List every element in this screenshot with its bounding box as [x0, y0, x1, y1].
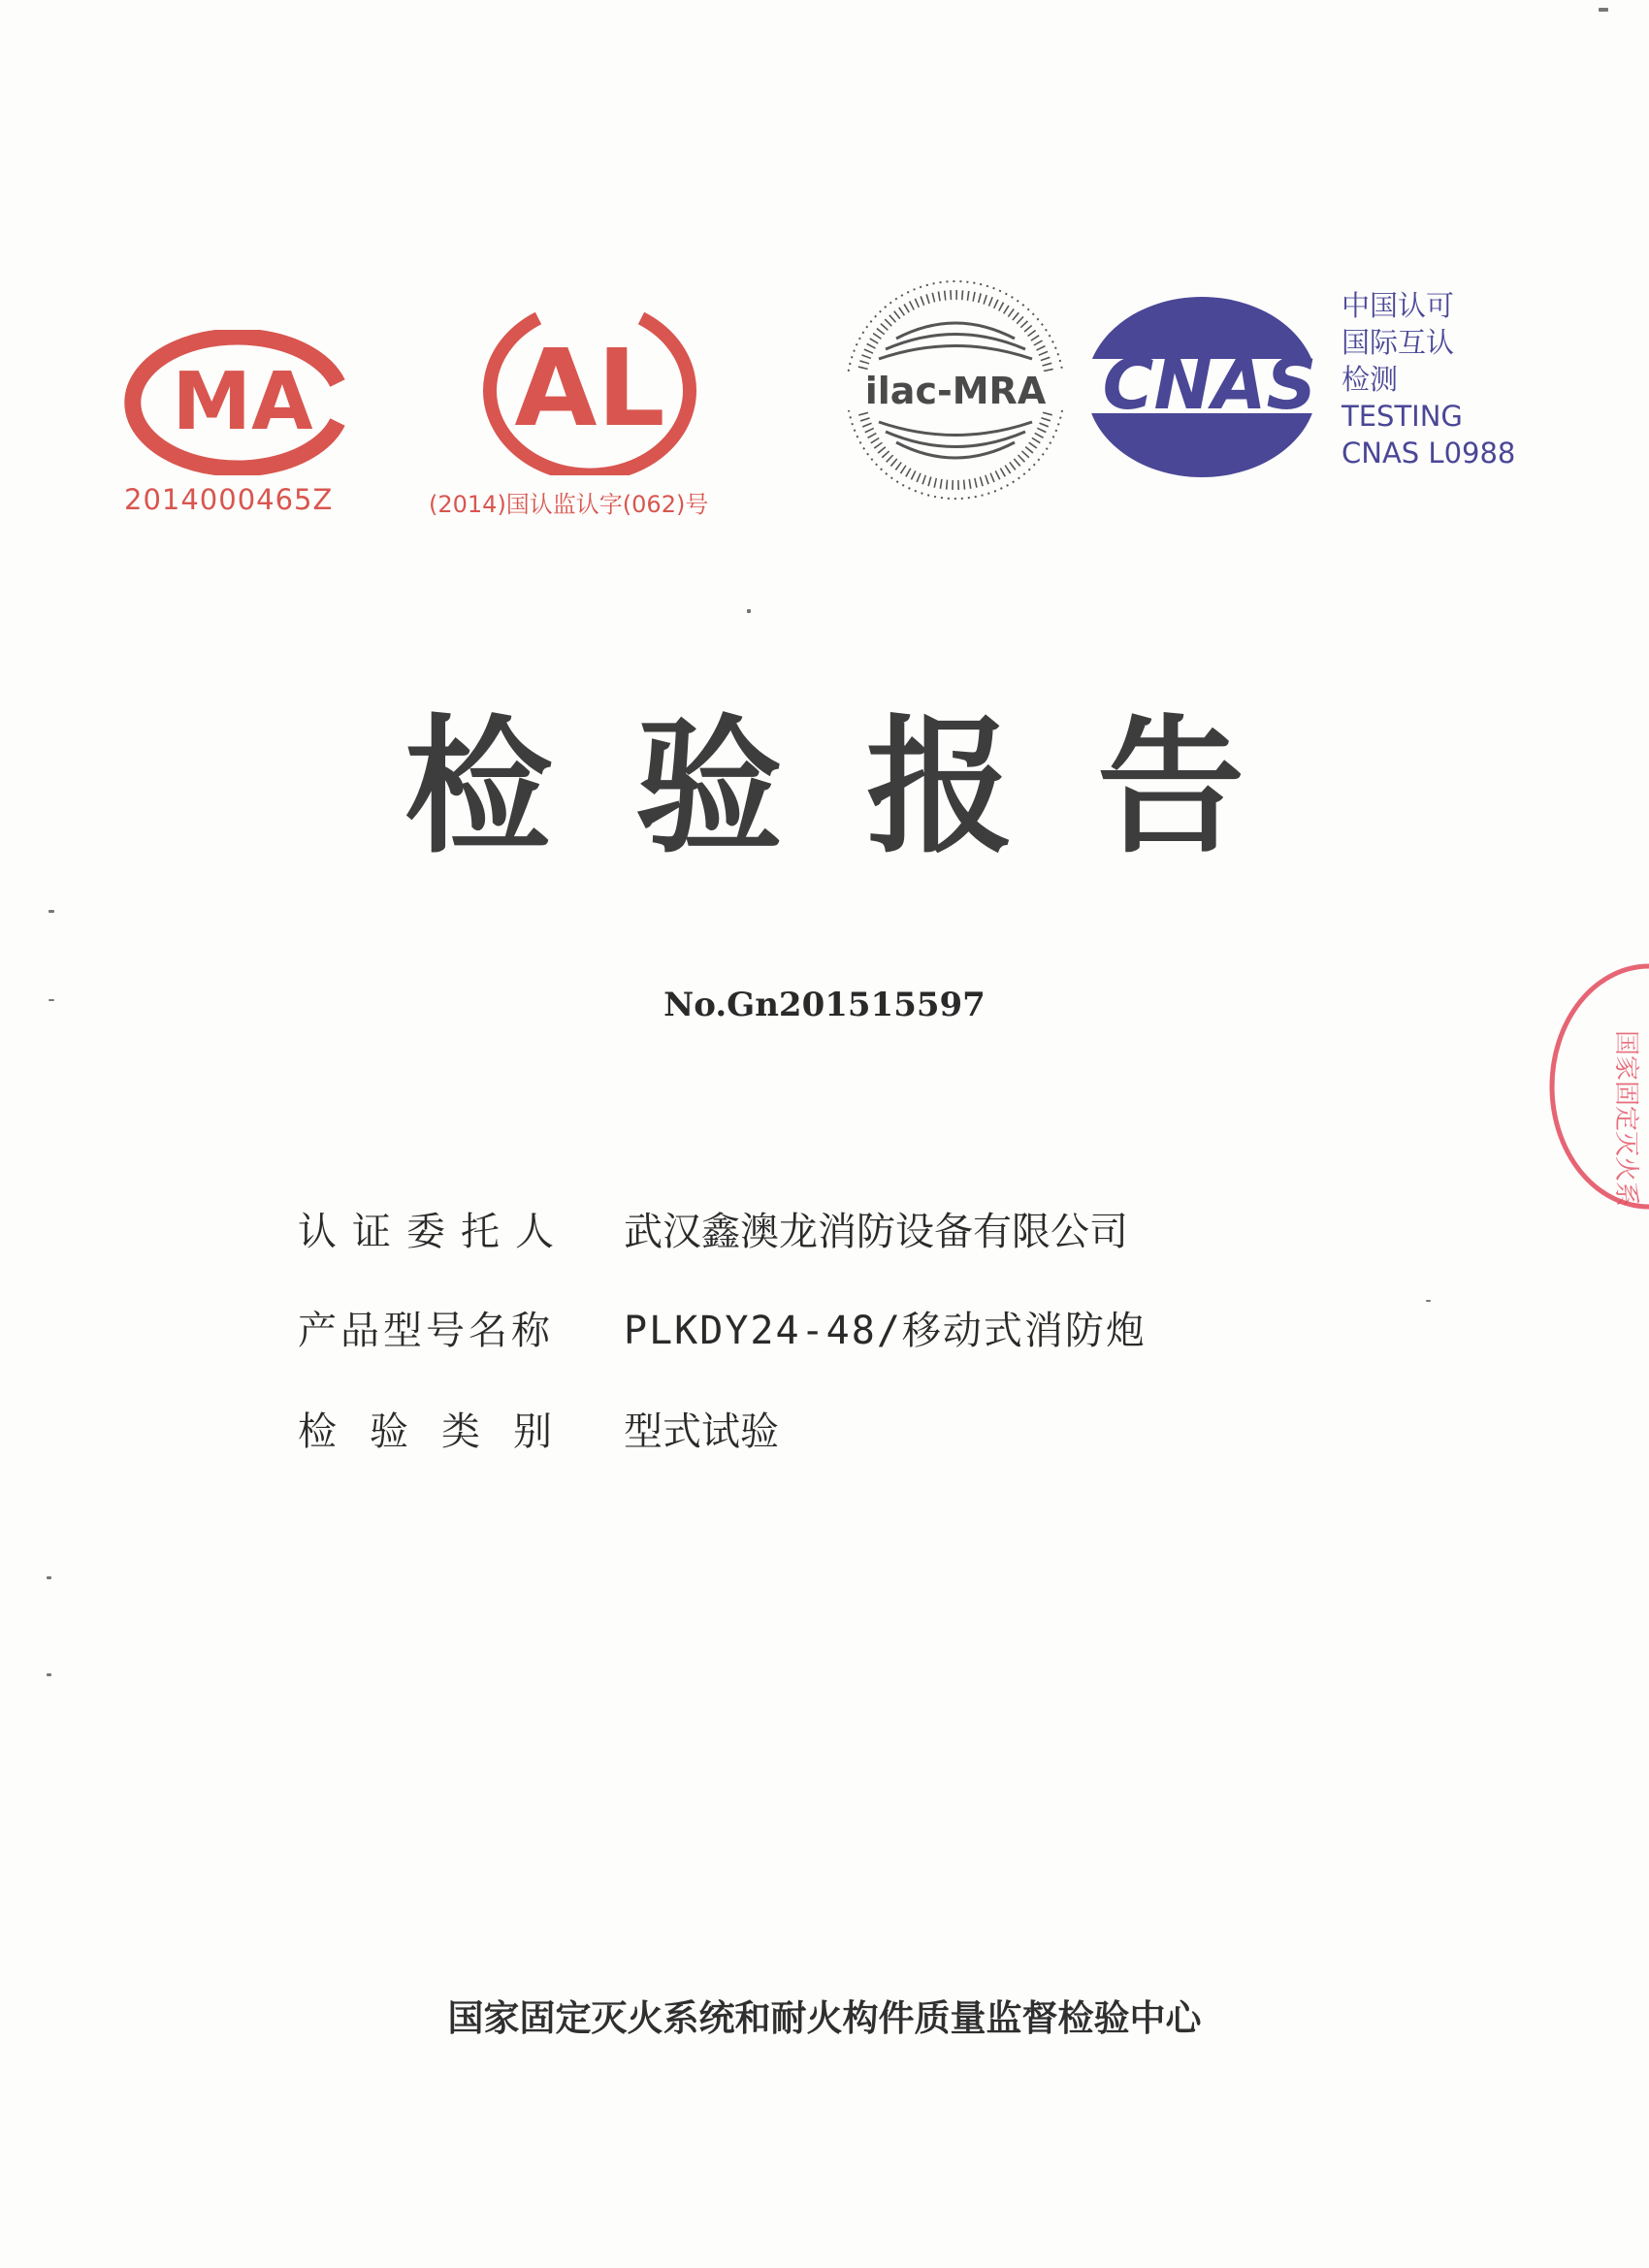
- field-label: 检验类别: [298, 1409, 585, 1454]
- cma-logo: [114, 330, 357, 475]
- scan-mark: [48, 910, 54, 913]
- scan-mark: [47, 1673, 51, 1676]
- field-value: PLKDY24-48/移动式消防炮: [624, 1308, 1147, 1353]
- scan-mark: [48, 999, 54, 1001]
- cnas-line: 中国认可: [1342, 289, 1455, 322]
- cnas-line: 国际互认: [1342, 326, 1455, 359]
- field-client: [298, 1199, 1128, 1257]
- cnas-accreditation-text: [1342, 287, 1515, 471]
- cal-logo: [478, 291, 701, 475]
- scan-mark: [47, 1576, 51, 1579]
- cnas-line: CNAS L0988: [1342, 437, 1516, 470]
- scan-mark: [1426, 1300, 1431, 1302]
- cal-cert-number: (2014)国认监认字(062)号: [429, 491, 709, 518]
- cal-letters: AL: [514, 326, 665, 450]
- field-value: 型式试验: [624, 1409, 779, 1454]
- cnas-letters: CNAS: [1102, 343, 1317, 425]
- field-label: 产品型号名称: [298, 1308, 554, 1353]
- ilac-mra-logo: [842, 276, 1070, 504]
- scan-mark: [747, 609, 751, 613]
- field-value: 武汉鑫澳龙消防设备有限公司: [624, 1209, 1128, 1254]
- report-title: 检验报告: [404, 701, 1328, 873]
- red-seal-stamp: [1542, 960, 1649, 1213]
- cnas-logo: [1079, 293, 1341, 482]
- ilac-mra-text: ilac-MRA: [864, 370, 1047, 412]
- stamp-text: 国家固定灭火系: [1611, 1030, 1640, 1208]
- scan-mark: [1599, 8, 1608, 12]
- cnas-line: 检测: [1342, 363, 1399, 396]
- field-product: [298, 1298, 1147, 1356]
- field-inspection-type: [298, 1399, 779, 1457]
- report-number: No.Gn201515597: [663, 986, 986, 1024]
- cnas-line: TESTING: [1342, 400, 1463, 433]
- field-label: 认证委托人: [298, 1209, 569, 1254]
- cma-letters: MA: [172, 356, 313, 448]
- issuing-organization: 国家固定灭火系统和耐火构件质量监督检验中心: [447, 1997, 1202, 2039]
- cma-cert-number: 2014000465Z: [124, 483, 334, 516]
